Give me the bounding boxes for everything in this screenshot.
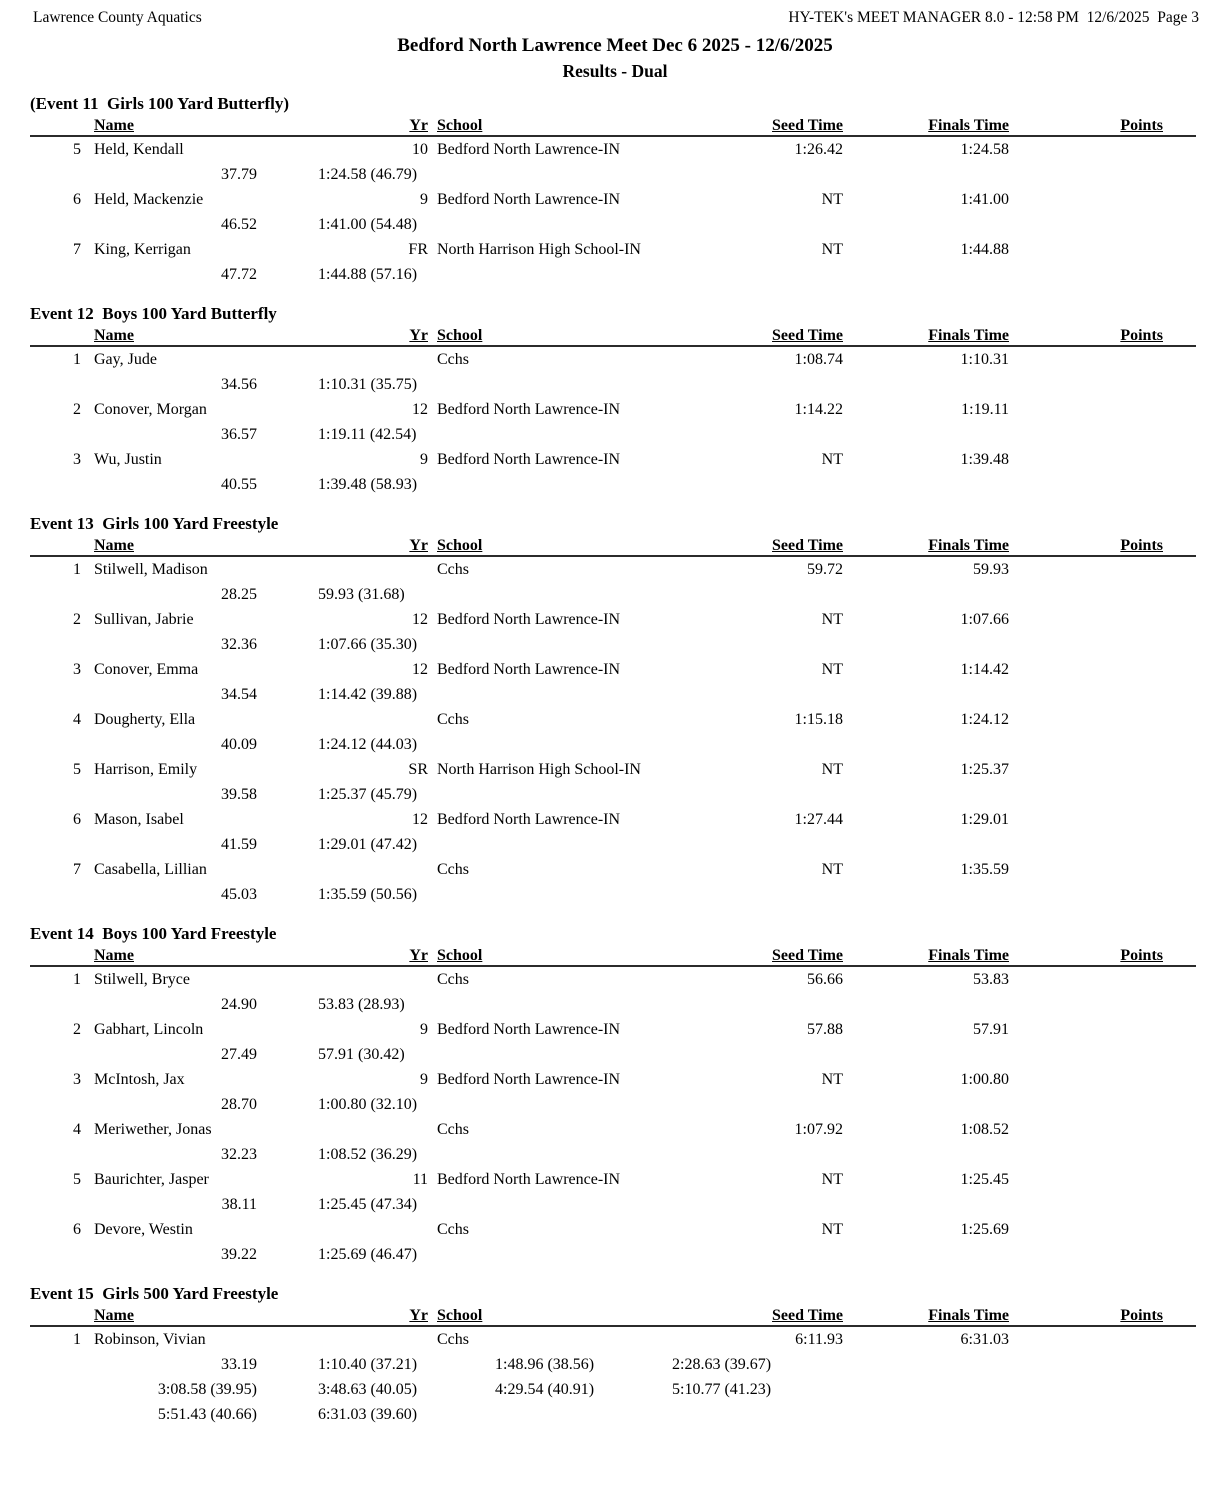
school-cell: Bedford North Lawrence-IN <box>437 1171 621 1188</box>
split-cell: 46.52 <box>221 216 257 233</box>
report-type: Results - Dual <box>562 61 668 81</box>
school-cell: Cchs <box>437 351 469 368</box>
result-row <box>30 1067 1196 1092</box>
swimmer-name-cell: Devore, Westin <box>94 1221 193 1238</box>
column-header-name: Name <box>94 537 134 554</box>
split-cell: 1:14.42 (39.88) <box>318 686 418 703</box>
split-cell: 28.70 <box>221 1096 257 1113</box>
column-header-yr: Yr <box>409 1307 428 1324</box>
finals-time-cell: 57.91 <box>973 1021 1009 1038</box>
split-cell: 1:07.66 (35.30) <box>318 636 418 653</box>
column-header-yr: Yr <box>409 537 428 554</box>
event-heading: Event 15 Girls 500 Yard Freestyle <box>30 1284 279 1303</box>
seed-time-cell: 56.66 <box>807 971 843 988</box>
place-cell: 1 <box>73 971 81 988</box>
split-cell: 3:48.63 (40.05) <box>318 1381 418 1398</box>
split-cell: 1:00.80 (32.10) <box>318 1096 418 1113</box>
finals-time-cell: 1:08.52 <box>960 1121 1009 1138</box>
split-cell: 1:25.37 (45.79) <box>318 786 418 803</box>
split-cell: 6:31.03 (39.60) <box>318 1406 418 1423</box>
year-cell: 9 <box>420 191 428 208</box>
seed-time-cell: 1:26.42 <box>794 141 843 158</box>
seed-time-cell: NT <box>821 191 843 208</box>
swimmer-name-cell: Held, Kendall <box>94 141 184 158</box>
event-section <box>30 923 1196 1267</box>
meet-title: Bedford North Lawrence Meet Dec 6 2025 - 12/6/2025 <box>397 35 833 56</box>
finals-time-cell: 1:24.12 <box>960 711 1009 728</box>
school-cell: Bedford North Lawrence-IN <box>437 1071 621 1088</box>
school-cell: Cchs <box>437 1331 469 1348</box>
finals-time-cell: 1:25.45 <box>960 1171 1009 1188</box>
split-cell: 1:44.88 (57.16) <box>318 266 418 283</box>
result-row <box>30 557 1196 582</box>
place-cell: 5 <box>73 761 81 778</box>
split-cell: 38.11 <box>221 1196 257 1213</box>
swimmer-name-cell: Robinson, Vivian <box>94 1331 206 1348</box>
finals-time-cell: 1:35.59 <box>960 861 1009 878</box>
results-header-row <box>30 535 1196 557</box>
finals-time-cell: 1:44.88 <box>960 241 1009 258</box>
split-cell: 39.22 <box>221 1246 257 1263</box>
split-cell: 28.25 <box>221 586 257 603</box>
column-header-school: School <box>437 537 483 554</box>
split-cell: 41.59 <box>221 836 257 853</box>
year-cell: SR <box>408 761 428 778</box>
place-cell: 2 <box>73 1021 81 1038</box>
split-cell: 1:25.45 (47.34) <box>318 1196 418 1213</box>
splits-row <box>30 992 1196 1017</box>
split-cell: 40.09 <box>221 736 257 753</box>
seed-time-cell: 6:11.93 <box>795 1331 843 1348</box>
seed-time-cell: 1:14.22 <box>794 401 843 418</box>
split-cell: 1:08.52 (36.29) <box>318 1146 418 1163</box>
column-header-school: School <box>437 117 483 134</box>
event-heading: Event 12 Boys 100 Yard Butterfly <box>30 304 277 323</box>
split-cell: 1:19.11 (42.54) <box>318 426 417 443</box>
split-cell: 34.56 <box>221 376 257 393</box>
result-row <box>30 807 1196 832</box>
school-cell: Bedford North Lawrence-IN <box>437 811 621 828</box>
organization-name: Lawrence County Aquatics <box>33 9 202 26</box>
school-cell: Cchs <box>437 861 469 878</box>
splits-row <box>30 1092 1196 1117</box>
split-cell: 53.83 (28.93) <box>318 996 405 1013</box>
events-container <box>30 93 1196 1427</box>
swimmer-name-cell: King, Kerrigan <box>94 241 191 258</box>
column-header-school: School <box>437 327 483 344</box>
school-cell: Bedford North Lawrence-IN <box>437 451 621 468</box>
split-cell: 1:10.31 (35.75) <box>318 376 418 393</box>
result-row <box>30 1117 1196 1142</box>
place-cell: 6 <box>73 811 81 828</box>
place-cell: 2 <box>73 401 81 418</box>
split-cell: 32.23 <box>221 1146 257 1163</box>
seed-time-cell: NT <box>821 451 843 468</box>
swimmer-name-cell: McIntosh, Jax <box>94 1071 185 1088</box>
year-cell: 9 <box>420 1071 428 1088</box>
split-cell: 59.93 (31.68) <box>318 586 405 603</box>
column-header-points: Points <box>1120 1307 1163 1324</box>
result-row <box>30 1327 1196 1352</box>
place-cell: 7 <box>73 241 81 258</box>
school-cell: Bedford North Lawrence-IN <box>437 401 621 418</box>
split-cell: 36.57 <box>221 426 257 443</box>
seed-time-cell: 1:27.44 <box>794 811 843 828</box>
finals-time-cell: 1:39.48 <box>960 451 1009 468</box>
event-section <box>30 303 1196 497</box>
place-cell: 1 <box>73 561 81 578</box>
split-cell: 34.54 <box>221 686 257 703</box>
swimmer-name-cell: Conover, Morgan <box>94 401 207 418</box>
splits-row <box>30 1192 1196 1217</box>
seed-time-cell: NT <box>821 241 843 258</box>
finals-time-cell: 1:10.31 <box>960 351 1009 368</box>
seed-time-cell: NT <box>821 1071 843 1088</box>
split-cell: 32.36 <box>221 636 257 653</box>
event-section <box>30 93 1196 287</box>
seed-time-cell: NT <box>821 761 843 778</box>
column-header-yr: Yr <box>409 327 428 344</box>
place-cell: 1 <box>73 1331 81 1348</box>
split-cell: 4:29.54 (40.91) <box>495 1381 595 1398</box>
result-row <box>30 397 1196 422</box>
year-cell: 11 <box>412 1171 428 1188</box>
column-header-seed-time: Seed Time <box>772 117 843 134</box>
split-cell: 24.90 <box>221 996 257 1013</box>
swimmer-name-cell: Sullivan, Jabrie <box>94 611 194 628</box>
swimmer-name-cell: Harrison, Emily <box>94 761 198 778</box>
split-cell: 45.03 <box>221 886 257 903</box>
finals-time-cell: 1:41.00 <box>960 191 1009 208</box>
event-section <box>30 1283 1196 1427</box>
split-cell: 1:35.59 (50.56) <box>318 886 418 903</box>
place-cell: 5 <box>73 1171 81 1188</box>
year-cell: 9 <box>420 1021 428 1038</box>
finals-time-cell: 1:19.11 <box>961 401 1009 418</box>
seed-time-cell: 1:15.18 <box>794 711 843 728</box>
column-header-finals-time: Finals Time <box>928 1307 1009 1324</box>
school-cell: Cchs <box>437 561 469 578</box>
column-header-yr: Yr <box>409 117 428 134</box>
splits-row <box>30 472 1196 497</box>
year-cell: 10 <box>412 141 428 158</box>
splits-row <box>30 372 1196 397</box>
swimmer-name-cell: Casabella, Lillian <box>94 861 207 878</box>
splits-row <box>30 262 1196 287</box>
swimmer-name-cell: Mason, Isabel <box>94 811 184 828</box>
report-info: HY-TEK's MEET MANAGER 8.0 - 12:58 PM 12/6/2025 Page 3 <box>788 9 1199 26</box>
split-cell: 1:24.58 (46.79) <box>318 166 418 183</box>
split-cell: 40.55 <box>221 476 257 493</box>
column-header-name: Name <box>94 327 134 344</box>
place-cell: 7 <box>73 861 81 878</box>
swimmer-name-cell: Stilwell, Madison <box>94 561 208 578</box>
splits-row <box>30 1402 1196 1427</box>
seed-time-cell: 57.88 <box>807 1021 843 1038</box>
page-top-header <box>0 8 1230 28</box>
result-row <box>30 607 1196 632</box>
split-cell: 1:29.01 (47.42) <box>318 836 418 853</box>
results-header-row <box>30 1305 1196 1327</box>
school-cell: North Harrison High School-IN <box>437 241 641 258</box>
column-header-points: Points <box>1120 537 1163 554</box>
results-header-row <box>30 945 1196 967</box>
finals-time-cell: 1:00.80 <box>960 1071 1009 1088</box>
finals-time-cell: 1:24.58 <box>960 141 1009 158</box>
splits-row <box>30 732 1196 757</box>
finals-time-cell: 1:07.66 <box>960 611 1009 628</box>
seed-time-cell: NT <box>821 1221 843 1238</box>
split-cell: 27.49 <box>221 1046 257 1063</box>
seed-time-cell: NT <box>821 861 843 878</box>
event-section <box>30 513 1196 907</box>
swimmer-name-cell: Baurichter, Jasper <box>94 1171 209 1188</box>
school-cell: Cchs <box>437 711 469 728</box>
result-row <box>30 757 1196 782</box>
school-cell: Cchs <box>437 1121 469 1138</box>
splits-row <box>30 832 1196 857</box>
swimmer-name-cell: Held, Mackenzie <box>94 191 204 208</box>
finals-time-cell: 1:25.69 <box>960 1221 1009 1238</box>
school-cell: Cchs <box>437 971 469 988</box>
event-heading: (Event 11 Girls 100 Yard Butterfly) <box>30 94 290 113</box>
split-cell: 1:41.00 (54.48) <box>318 216 418 233</box>
splits-row <box>30 162 1196 187</box>
result-row <box>30 657 1196 682</box>
seed-time-cell: NT <box>821 611 843 628</box>
seed-time-cell: 1:08.74 <box>794 351 843 368</box>
year-cell: 12 <box>412 811 428 828</box>
place-cell: 6 <box>73 1221 81 1238</box>
splits-row <box>30 882 1196 907</box>
swimmer-name-cell: Stilwell, Bryce <box>94 971 190 988</box>
column-header-school: School <box>437 1307 483 1324</box>
column-header-school: School <box>437 947 483 964</box>
seed-time-cell: 59.72 <box>807 561 843 578</box>
result-row <box>30 1217 1196 1242</box>
split-cell: 37.79 <box>221 166 257 183</box>
seed-time-cell: 1:07.92 <box>794 1121 843 1138</box>
result-row <box>30 347 1196 372</box>
swimmer-name-cell: Dougherty, Ella <box>94 711 196 728</box>
school-cell: Bedford North Lawrence-IN <box>437 661 621 678</box>
year-cell: FR <box>408 241 428 258</box>
column-header-seed-time: Seed Time <box>772 1307 843 1324</box>
place-cell: 2 <box>73 611 81 628</box>
place-cell: 4 <box>73 711 81 728</box>
year-cell: 12 <box>412 611 428 628</box>
column-header-seed-time: Seed Time <box>772 947 843 964</box>
split-cell: 5:10.77 (41.23) <box>672 1381 772 1398</box>
finals-time-cell: 53.83 <box>973 971 1009 988</box>
year-cell: 9 <box>420 451 428 468</box>
split-cell: 1:10.40 (37.21) <box>318 1356 418 1373</box>
place-cell: 3 <box>73 661 81 678</box>
column-header-name: Name <box>94 117 134 134</box>
split-cell: 1:39.48 (58.93) <box>318 476 418 493</box>
seed-time-cell: NT <box>821 1171 843 1188</box>
year-cell: 12 <box>412 661 428 678</box>
column-header-seed-time: Seed Time <box>772 537 843 554</box>
place-cell: 5 <box>73 141 81 158</box>
splits-row <box>30 1352 1196 1377</box>
column-header-name: Name <box>94 1307 134 1324</box>
result-row <box>30 137 1196 162</box>
school-cell: Bedford North Lawrence-IN <box>437 1021 621 1038</box>
school-cell: North Harrison High School-IN <box>437 761 641 778</box>
seed-time-cell: NT <box>821 661 843 678</box>
finals-time-cell: 59.93 <box>973 561 1009 578</box>
swimmer-name-cell: Gabhart, Lincoln <box>94 1021 204 1038</box>
result-row <box>30 857 1196 882</box>
splits-row <box>30 582 1196 607</box>
swimmer-name-cell: Wu, Justin <box>94 451 162 468</box>
event-heading: Event 13 Girls 100 Yard Freestyle <box>30 514 279 533</box>
column-header-seed-time: Seed Time <box>772 327 843 344</box>
result-row <box>30 187 1196 212</box>
split-cell: 47.72 <box>221 266 257 283</box>
splits-row <box>30 212 1196 237</box>
split-cell: 1:24.12 (44.03) <box>318 736 418 753</box>
splits-row <box>30 682 1196 707</box>
column-header-name: Name <box>94 947 134 964</box>
school-cell: Bedford North Lawrence-IN <box>437 611 621 628</box>
finals-time-cell: 1:29.01 <box>960 811 1009 828</box>
split-cell: 33.19 <box>221 1356 257 1373</box>
column-header-points: Points <box>1120 117 1163 134</box>
place-cell: 4 <box>73 1121 81 1138</box>
finals-time-cell: 6:31.03 <box>960 1331 1009 1348</box>
column-header-points: Points <box>1120 947 1163 964</box>
column-header-finals-time: Finals Time <box>928 327 1009 344</box>
swimmer-name-cell: Gay, Jude <box>94 351 157 368</box>
column-header-finals-time: Finals Time <box>928 537 1009 554</box>
split-cell: 3:08.58 (39.95) <box>157 1381 257 1398</box>
school-cell: Cchs <box>437 1221 469 1238</box>
place-cell: 6 <box>73 191 81 208</box>
result-row <box>30 447 1196 472</box>
finals-time-cell: 1:25.37 <box>960 761 1009 778</box>
splits-row <box>30 1042 1196 1067</box>
school-cell: Bedford North Lawrence-IN <box>437 191 621 208</box>
split-cell: 57.91 (30.42) <box>318 1046 405 1063</box>
school-cell: Bedford North Lawrence-IN <box>437 141 621 158</box>
finals-time-cell: 1:14.42 <box>960 661 1009 678</box>
result-row <box>30 237 1196 262</box>
result-row <box>30 1167 1196 1192</box>
column-header-finals-time: Finals Time <box>928 117 1009 134</box>
column-header-points: Points <box>1120 327 1163 344</box>
result-row <box>30 707 1196 732</box>
column-header-yr: Yr <box>409 947 428 964</box>
results-header-row <box>30 115 1196 137</box>
swimmer-name-cell: Conover, Emma <box>94 661 199 678</box>
splits-row <box>30 632 1196 657</box>
year-cell: 12 <box>412 401 428 418</box>
split-cell: 1:48.96 (38.56) <box>495 1356 595 1373</box>
split-cell: 5:51.43 (40.66) <box>157 1406 257 1423</box>
splits-row <box>30 422 1196 447</box>
splits-row <box>30 1377 1196 1402</box>
splits-row <box>30 1142 1196 1167</box>
swimmer-name-cell: Meriwether, Jonas <box>94 1121 212 1138</box>
splits-row <box>30 782 1196 807</box>
results-header-row <box>30 325 1196 347</box>
result-row <box>30 1017 1196 1042</box>
column-header-finals-time: Finals Time <box>928 947 1009 964</box>
split-cell: 1:25.69 (46.47) <box>318 1246 418 1263</box>
splits-row <box>30 1242 1196 1267</box>
place-cell: 1 <box>73 351 81 368</box>
event-heading: Event 14 Boys 100 Yard Freestyle <box>30 924 277 943</box>
split-cell: 39.58 <box>221 786 257 803</box>
split-cell: 2:28.63 (39.67) <box>672 1356 772 1373</box>
place-cell: 3 <box>73 451 81 468</box>
place-cell: 3 <box>73 1071 81 1088</box>
result-row <box>30 967 1196 992</box>
